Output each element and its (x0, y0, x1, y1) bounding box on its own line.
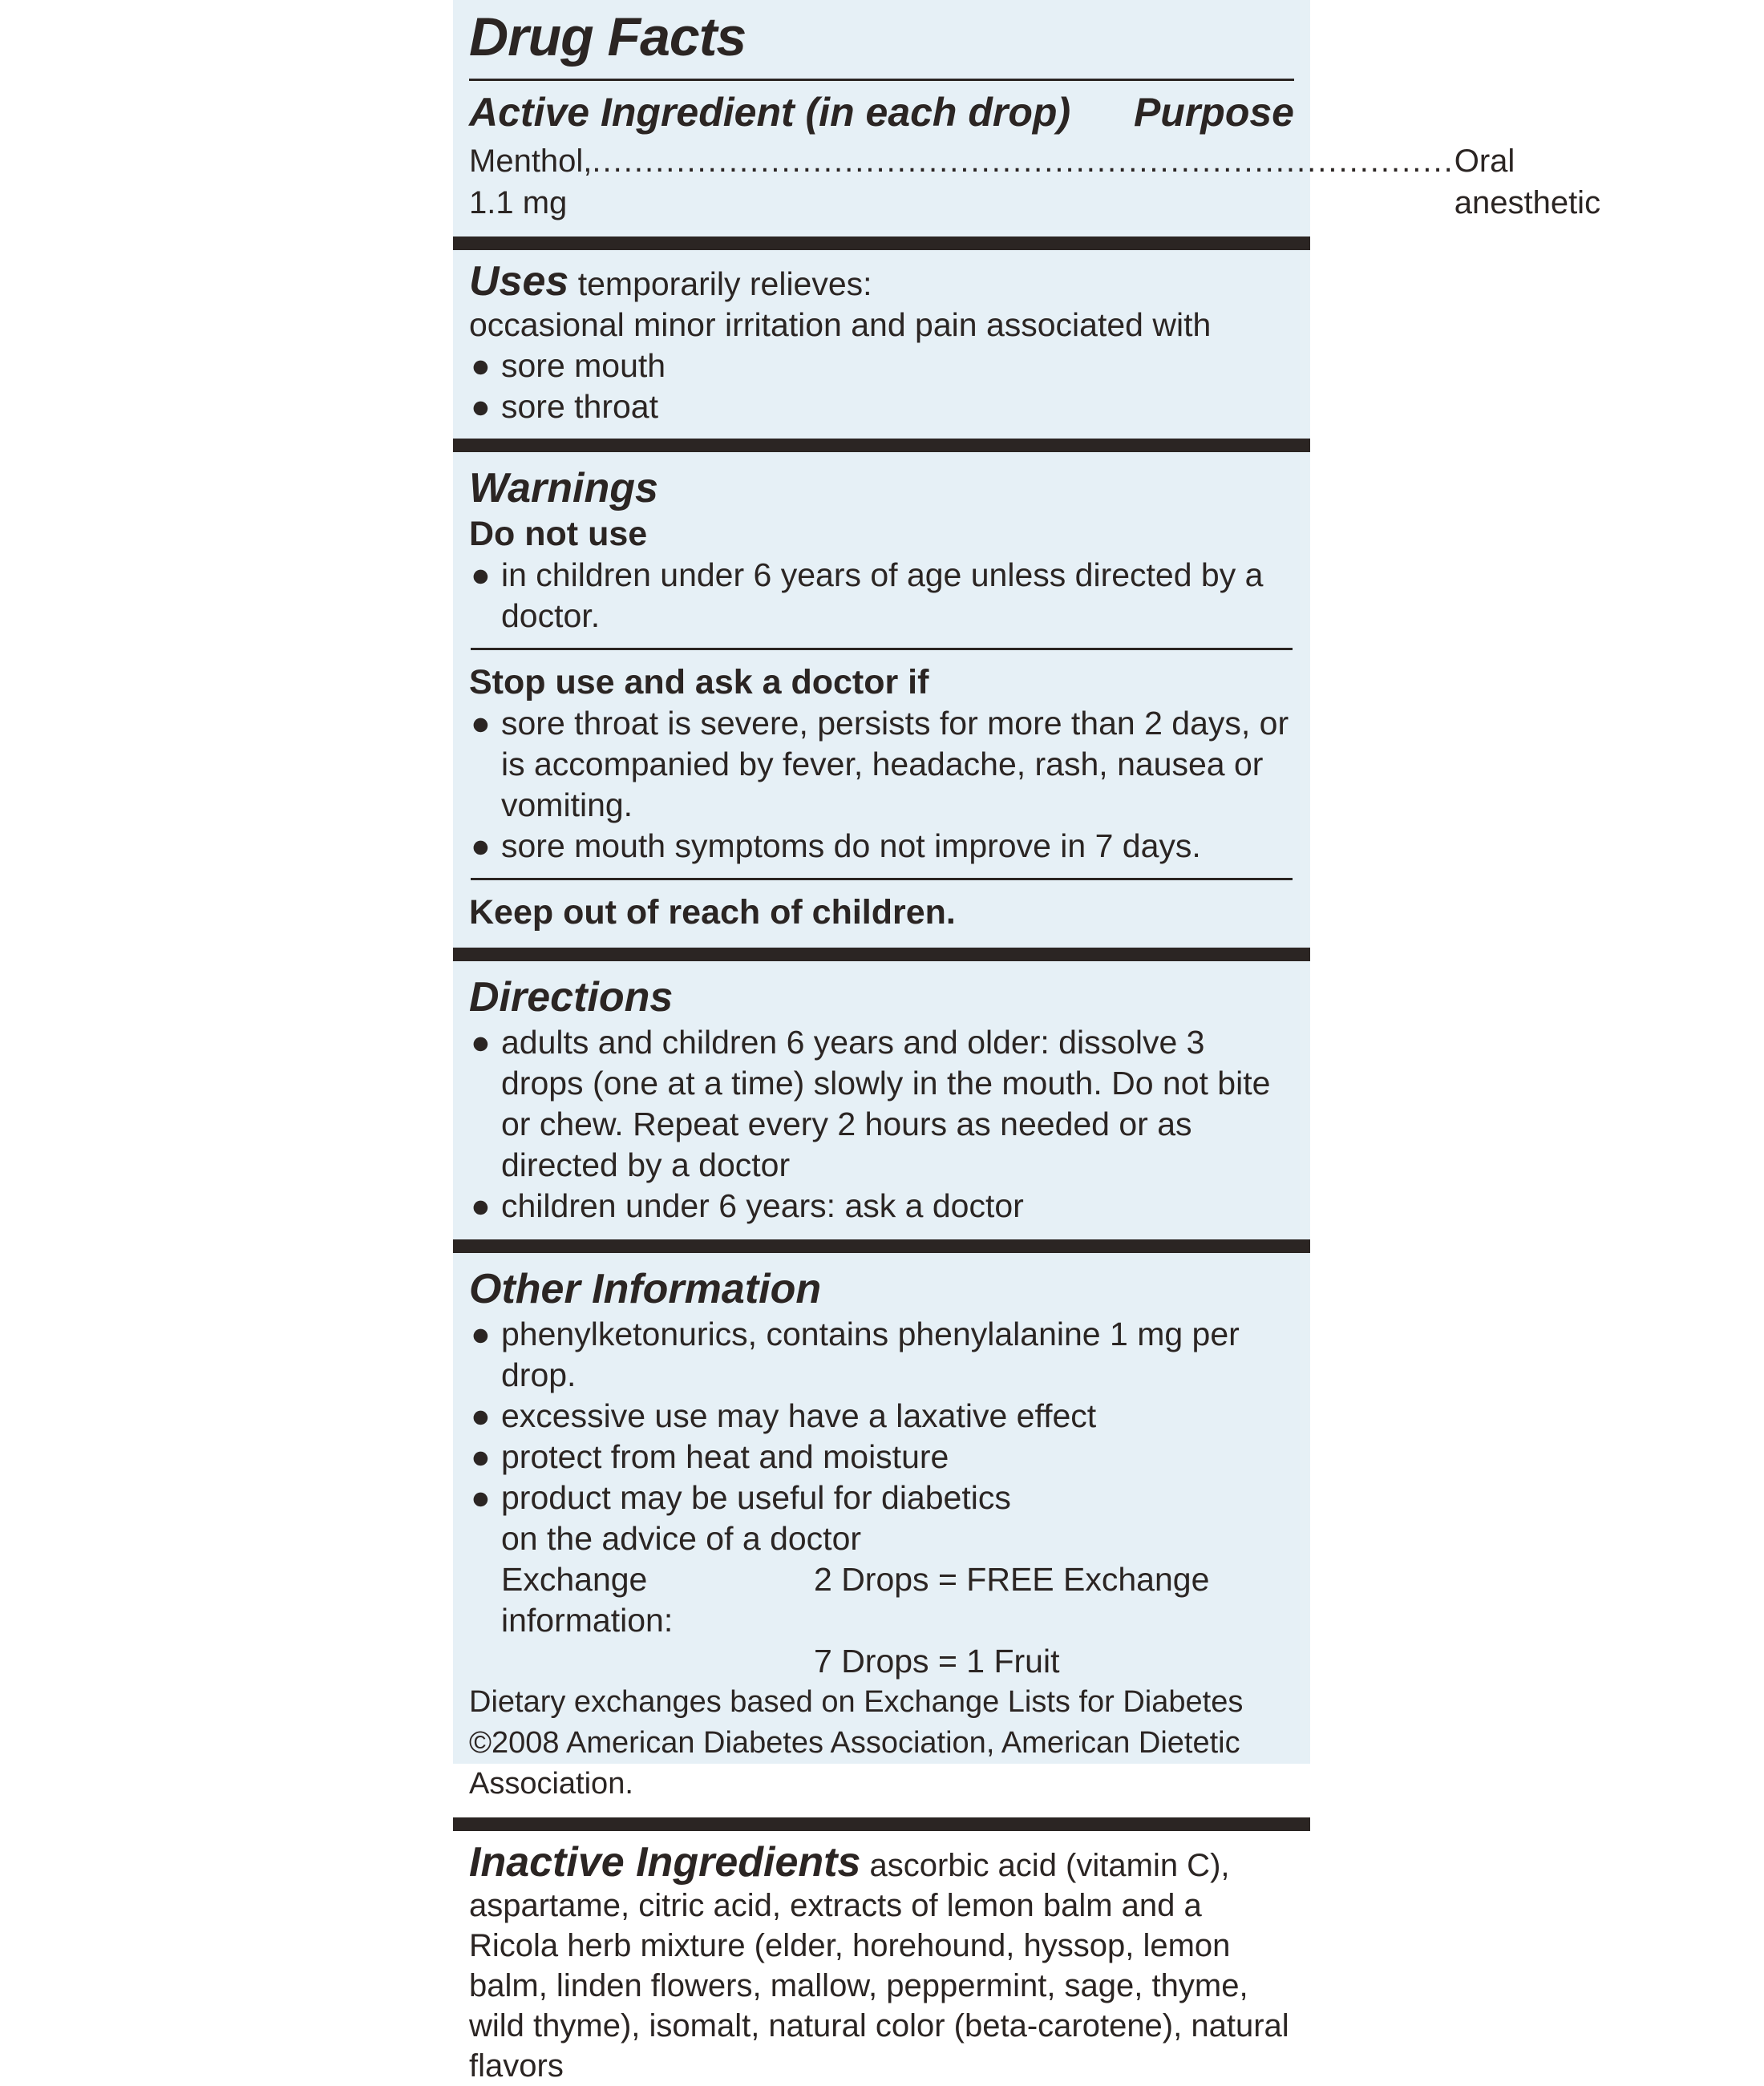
list-item: ● sore mouth (471, 347, 666, 384)
other-information-section (453, 1253, 1310, 1817)
list-item: ● sore mouth symptoms do not improve in 7 days. (471, 827, 1201, 864)
drug-facts-title: Drug Facts (469, 6, 746, 67)
inactive-ingredients-section (453, 1831, 1310, 2086)
dietary-note: Dietary exchanges based on Exchange Lists for Diabetes (469, 1685, 1244, 1719)
leader-dots: .................................................................................. (592, 144, 1454, 179)
uses-section (453, 250, 1310, 439)
uses-line: occasional minor irritation and pain associated with (469, 306, 1212, 343)
exchange-value-2: 7 Drops = 1 Fruit (814, 1643, 1060, 1680)
active-ingredient-section (453, 84, 1601, 224)
inactive-ingredients-text: ascorbic acid (vitamin C), aspartame, citric acid, extracts of lemon balm and a Ricola herb mixture (elder, horehound, hyssop, lemon balm, linden flowers, mallow, peppermint, sage, thyme, wild thyme), isomalt, natural color (beta-carotene), natural flavors (469, 1848, 1289, 2084)
keep-out-text: Keep out of reach of children. (469, 893, 956, 932)
section-divider (453, 1817, 1310, 1831)
section-divider (453, 236, 1310, 250)
drug-facts-panel (453, 0, 1601, 2084)
uses-intro: temporarily relieves: (577, 265, 872, 302)
exchange-information (469, 1559, 1294, 1682)
list-item: ● excessive use may have a laxative effect (471, 1397, 1097, 1434)
purpose-header: Purpose (1133, 90, 1294, 135)
list-item: ● product may be useful for diabetics on the advice of a doctor (471, 1479, 1011, 1557)
stop-use-heading: Stop use and ask a doctor if (469, 663, 929, 701)
list-item: ● sore throat (471, 388, 658, 425)
uses-heading: Uses (469, 258, 569, 305)
warnings-section (453, 452, 1310, 648)
do-not-use-heading: Do not use (469, 515, 648, 553)
active-ingredient-header: Active Ingredient (in each drop) (469, 90, 1071, 135)
exchange-value-1: 2 Drops = FREE Exchange (814, 1561, 1210, 1598)
copyright-note: ©2008 American Diabetes Association, American Dietetic Association. (469, 1726, 1240, 1801)
other-information-heading: Other Information (469, 1266, 822, 1312)
title-divider (469, 79, 1294, 81)
keep-out-section (453, 880, 1310, 948)
list-item: ● sore throat is severe, persists for more than 2 days, or is accompanied by fever, headache, rash, nausea or vomiting. (471, 705, 1289, 823)
directions-section (453, 961, 1310, 1239)
list-item: ● in children under 6 years of age unless directed by a doctor. (471, 556, 1264, 634)
active-ingredient-purpose: Oral anesthetic (1454, 144, 1601, 220)
exchange-label: Exchange information: (501, 1561, 674, 1639)
section-divider (453, 1239, 1310, 1253)
warnings-heading: Warnings (469, 465, 658, 511)
active-ingredient-name: Menthol, 1.1 mg (469, 144, 593, 220)
directions-heading: Directions (469, 974, 674, 1021)
stop-use-section (453, 650, 1310, 878)
list-item: ● adults and children 6 years and older: dissolve 3 drops (one at a time) slowly in the mouth. Do not bite or chew. Repeat every 2 hours as needed or as directed by a doctor (471, 1024, 1271, 1183)
list-item: ● protect from heat and moisture (471, 1438, 949, 1475)
section-divider (453, 948, 1310, 961)
inactive-ingredients-heading: Inactive Ingredients (469, 1839, 861, 1886)
list-item: ● phenylketonurics, contains phenylalanine 1 mg per drop. (471, 1316, 1240, 1393)
list-item: ● children under 6 years: ask a doctor (471, 1187, 1024, 1224)
section-divider (453, 439, 1310, 452)
